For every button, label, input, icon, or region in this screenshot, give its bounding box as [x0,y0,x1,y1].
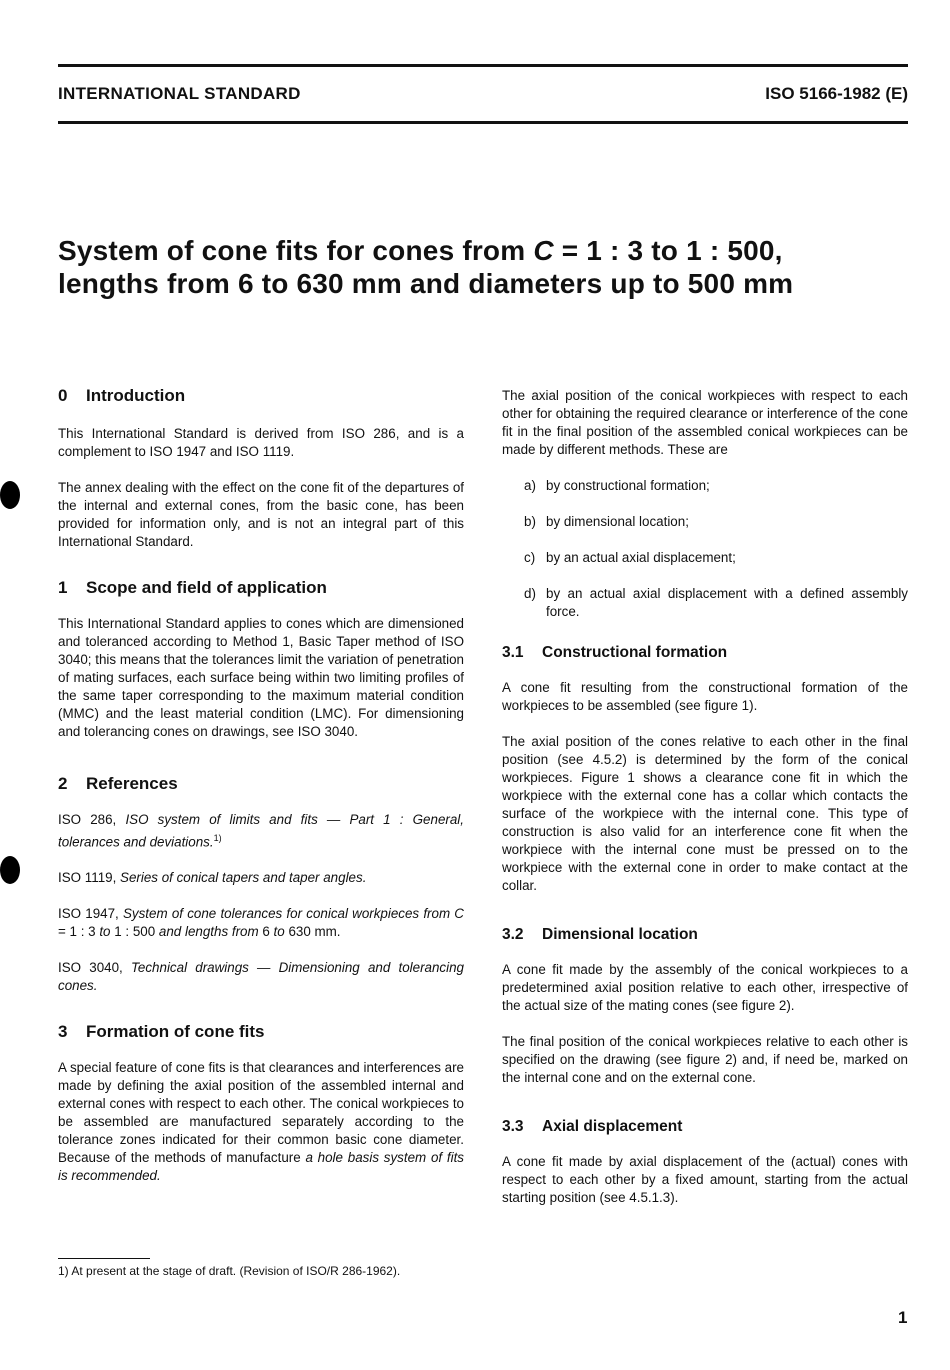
section-title: Constructional formation [542,644,728,661]
list-label: c) [524,550,536,565]
right-column [502,384,908,1207]
reference-title-part: 630 mm. [284,924,341,940]
left-column [58,384,464,1185]
list-label: a) [524,478,536,493]
section-number: 3.1 [502,644,524,661]
section-title: Axial displacement [542,1118,683,1135]
reference-title-part: to [273,924,285,940]
section-heading-formation [58,1021,464,1043]
paragraph: This International Standard is derived from ISO 286, and is a complement to ISO 1947 and ISO 1119. [58,426,464,459]
section-number: 3.3 [502,1118,524,1135]
reference-title-part: 6 [258,924,274,940]
reference-iso-3040 [58,959,464,995]
reference-title: System of cone tolerances for conical workpieces from C [122,906,464,922]
list-text: by constructional formation; [546,478,710,493]
header-standard-type: INTERNATIONAL STANDARD [58,84,301,103]
section-heading-scope [58,577,464,599]
header-top-rule [58,64,908,67]
reference-title: Technical drawings — Dimensioning and tolerancing cones. [58,960,464,994]
reference-title-part: and lengths from [158,924,259,940]
section-title: Formation of cone fits [86,1022,265,1042]
subsection-heading-constructional [502,643,908,663]
title-line1-a: System of cone fits for cones from [58,235,534,266]
paragraph: A cone fit made by axial displacement of the (actual) cones with respect to each other by a fixed amount, starting from the actual starting position (see 4.5.1.3). [502,1154,908,1205]
list-label: b) [524,514,536,529]
section-heading-introduction [58,385,464,407]
reference-title-part: to [99,924,111,940]
page-header [58,84,908,106]
reference-iso-1947 [58,905,464,941]
section-number: 1 [58,578,68,597]
list-text: by an actual axial displacement; [546,550,736,565]
list-item [524,477,908,495]
methods-list [502,477,908,621]
section-title: Scope and field of application [86,578,327,597]
paragraph-emphasis: a hole basis system of fits is recommended. [58,1150,464,1184]
reference-title-part: 1 : 500 [110,924,159,940]
footnote-marker: 1) [213,833,222,843]
paragraph: The axial position of the conical workpieces with respect to each other for obtaining the required clearance or interference of the cone fit in the final position of the assembled conical workpieces can be made by different methods. These are [502,388,908,457]
list-item [524,585,908,621]
subsection-heading-axial [502,1117,908,1137]
title-line2: lengths from 6 to 630 mm and diameters up to 500 mm [58,268,794,299]
reference-iso-286 [58,811,464,851]
reference-title: Series of conical tapers and taper angles. [120,870,367,886]
reference-code: ISO 1947, [58,906,123,922]
title-line1-b: = 1 : 3 to 1 : 500, [553,235,783,266]
list-text: by an actual axial displacement with a defined assembly force. [546,586,908,619]
punch-hole-mark [0,481,20,509]
section-title: Introduction [86,386,186,405]
subsection-heading-dimensional [502,925,908,945]
footnote-rule [58,1258,150,1259]
paragraph [58,1059,464,1185]
section-heading-references [58,773,464,795]
section-title: References [86,774,178,793]
reference-iso-1119 [58,869,464,887]
reference-code: ISO 1119, [58,870,121,886]
section-number: 0 [58,386,68,405]
punch-hole-mark [0,856,20,884]
paragraph: A cone fit made by the assembly of the conical workpieces to a predetermined axial position relative to each other, irrespective of the actual size of the mating cones (see figure 2). [502,962,908,1013]
paragraph-text: A special feature of cone fits is that clearances and interferences are made by defining the axial position of the assembled internal and external cones with respect to each other. The conical workpieces to be assembled are manufactured separately according to the tolerance zones indicated for their common basic cone diameter. Because of the methods of manufacture [58,1060,464,1166]
paragraph: The final position of the conical workpieces relative to each other is specified on the drawing (see figure 2) and, if need be, marked on the internal cone and on the external cone. [502,1034,908,1085]
header-bottom-rule [58,121,908,124]
section-number: 3.2 [502,926,524,943]
section-title: Dimensional location [542,926,698,943]
reference-title-part: = 1 : 3 [58,924,100,940]
reference-code: ISO 3040, [58,960,131,976]
list-text: by dimensional location; [546,514,689,529]
section-number: 2 [58,774,68,793]
footnote: 1) At present at the stage of draft. (Revision of ISO/R 286-1962). [58,1264,401,1278]
title-variable: C [533,235,554,266]
section-number: 3 [58,1022,68,1042]
list-label: d) [524,586,536,601]
list-item [524,513,908,531]
header-standard-number: ISO 5166-1982 (E) [765,84,908,103]
document-title [58,234,908,300]
reference-title: ISO system of limits and fits — Part 1 : General, tolerances and deviations. [58,812,464,850]
page-number: 1 [898,1308,908,1327]
paragraph: A cone fit resulting from the constructional formation of the workpieces to be assembled (see figure 1). [502,680,908,713]
list-item [524,549,908,567]
reference-code: ISO 286, [58,812,126,827]
paragraph: This International Standard applies to cones which are dimensioned and toleranced according to Method 1, Basic Taper method of ISO 3040; this means that the tolerances limit the variation of penetration of mating surfaces, each surface being within two limiting profiles of the same taper corresponding to the maximum material condition (MMC) and the least material condition (LMC). For dimensioning and tolerancing cones on drawings, see ISO 3040. [58,616,464,739]
paragraph: The annex dealing with the effect on the cone fit of the departures of the internal and external cones, from the basic cone, has been provided for information only, and is not an integral part of this International Standard. [58,480,464,549]
paragraph: The axial position of the cones relative to each other in the final position (see 4.5.2) is determined by the form of the conical workpieces. Figure 1 shows a clearance cone fit in which the workpiece with the external cone has a collar which contacts the surface of the workpiece with the internal cone. This type of construction is also valid for an interference cone fit when the workpiece with the internal cone must be pressed on to the workpiece with the external cone in order to make contact at the collar. [502,734,908,893]
